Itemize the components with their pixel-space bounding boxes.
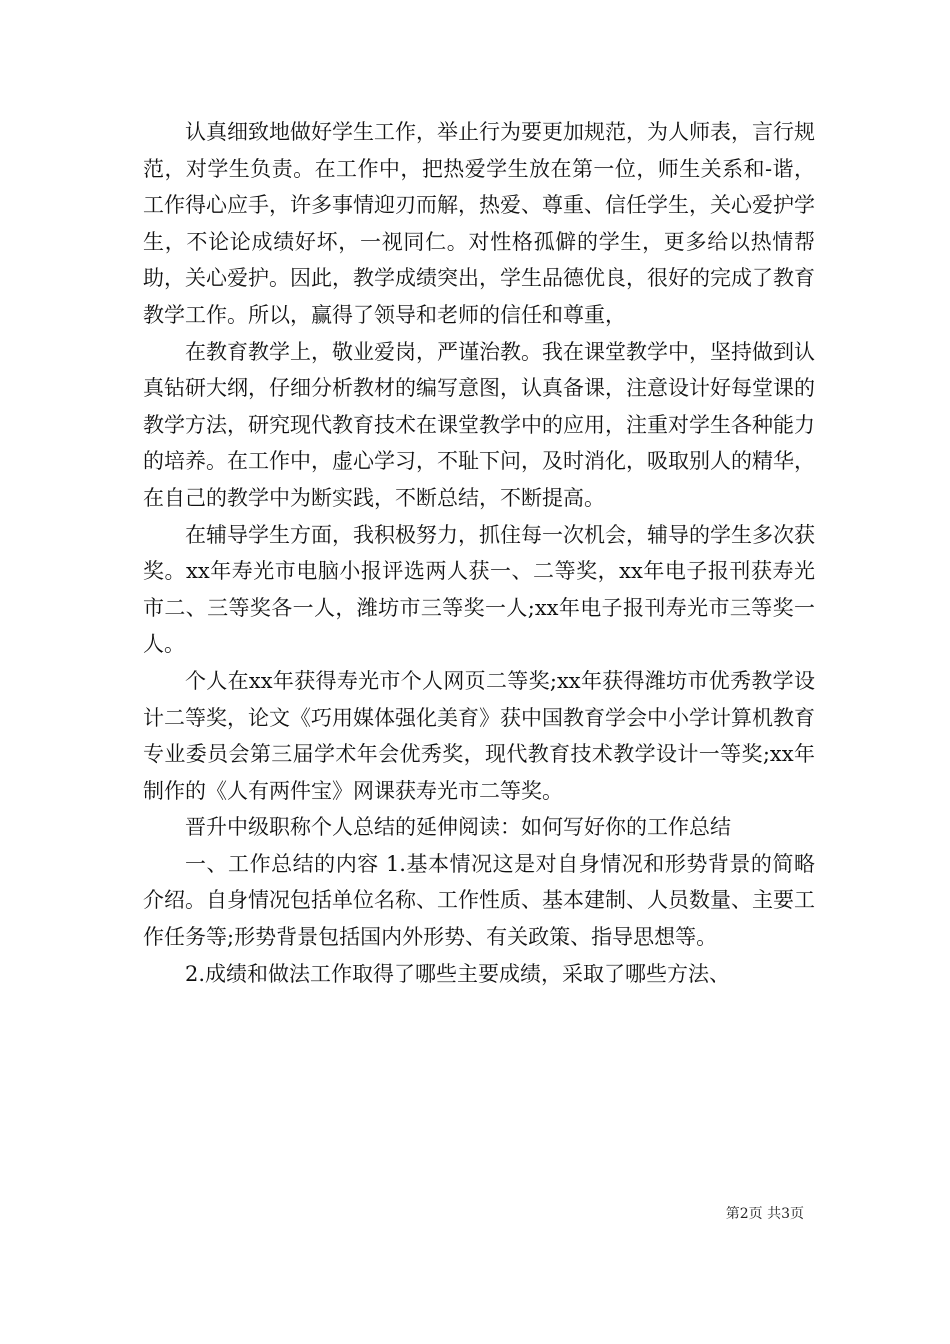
- paragraph-teaching: 在教育教学上，敬业爱岗，严谨治教。我在课堂教学中，坚持做到认真钻研大纲，仔细分析教材的编写意图，认真备课，注意设计好每堂课的教学方法，研究现代教育技术在课堂教学中的应用，注重对学生各种能力的培养。在工作中，虚心学习，不耻下问，及时消化，吸取别人的精华，在自己的教学中为断实践，不断总结，不断提高。: [143, 339, 815, 510]
- paragraph-student-work: 认真细致地做好学生工作，举止行为要更加规范，为人师表，言行规范，对学生负责。在工作中，把热爱学生放在第一位，师生关系和-谐，工作得心应手，许多事情迎刃而解，热爱、尊重、信任学生，关心爱护学生，不论论成绩好坏，一视同仁。对性格孤僻的学生，更多给以热情帮助，关心爱护。因此，教学成绩突出，学生品德优良，很好的完成了教育教学工作。所以，赢得了领导和老师的信任和尊重，: [143, 120, 815, 327]
- paragraph-achievements: 2.成绩和做法工作取得了哪些主要成绩，采取了哪些方法、: [185, 961, 731, 986]
- paragraph-extended-reading: 晋升中级职称个人总结的延伸阅读：如何写好你的工作总结: [185, 815, 731, 840]
- document-body: [143, 114, 815, 992]
- paragraph-awards: 个人在xx年获得寿光市个人网页二等奖;xx年获得潍坊市优秀教学设计二等奖，论文《巧用媒体强化美育》获中国教育学会中小学计算机教育专业委员会第三届学术年会优秀奖，现代教育技术教学设计一等奖;xx年制作的《人有两件宝》网课获寿光市二等奖。: [143, 668, 815, 803]
- paragraph-summary-content: 一、工作总结的内容 1.基本情况这是对自身情况和形势背景的简略介绍。自身情况包括单位名称、工作性质、基本建制、人员数量、主要工作任务等;形势背景包括国内外形势、有关政策、指导思想等。: [143, 851, 815, 950]
- paragraph-tutoring: 在辅导学生方面，我积极努力，抓住每一次机会，辅导的学生多次获奖。xx年寿光市电脑小报评选两人获一、二等奖，xx年电子报刊获寿光市二、三等奖各一人，潍坊市三等奖一人;xx年电子报刊寿光市三等奖一人。: [143, 522, 815, 657]
- page-number-footer: 第2页 共3页: [725, 1206, 804, 1222]
